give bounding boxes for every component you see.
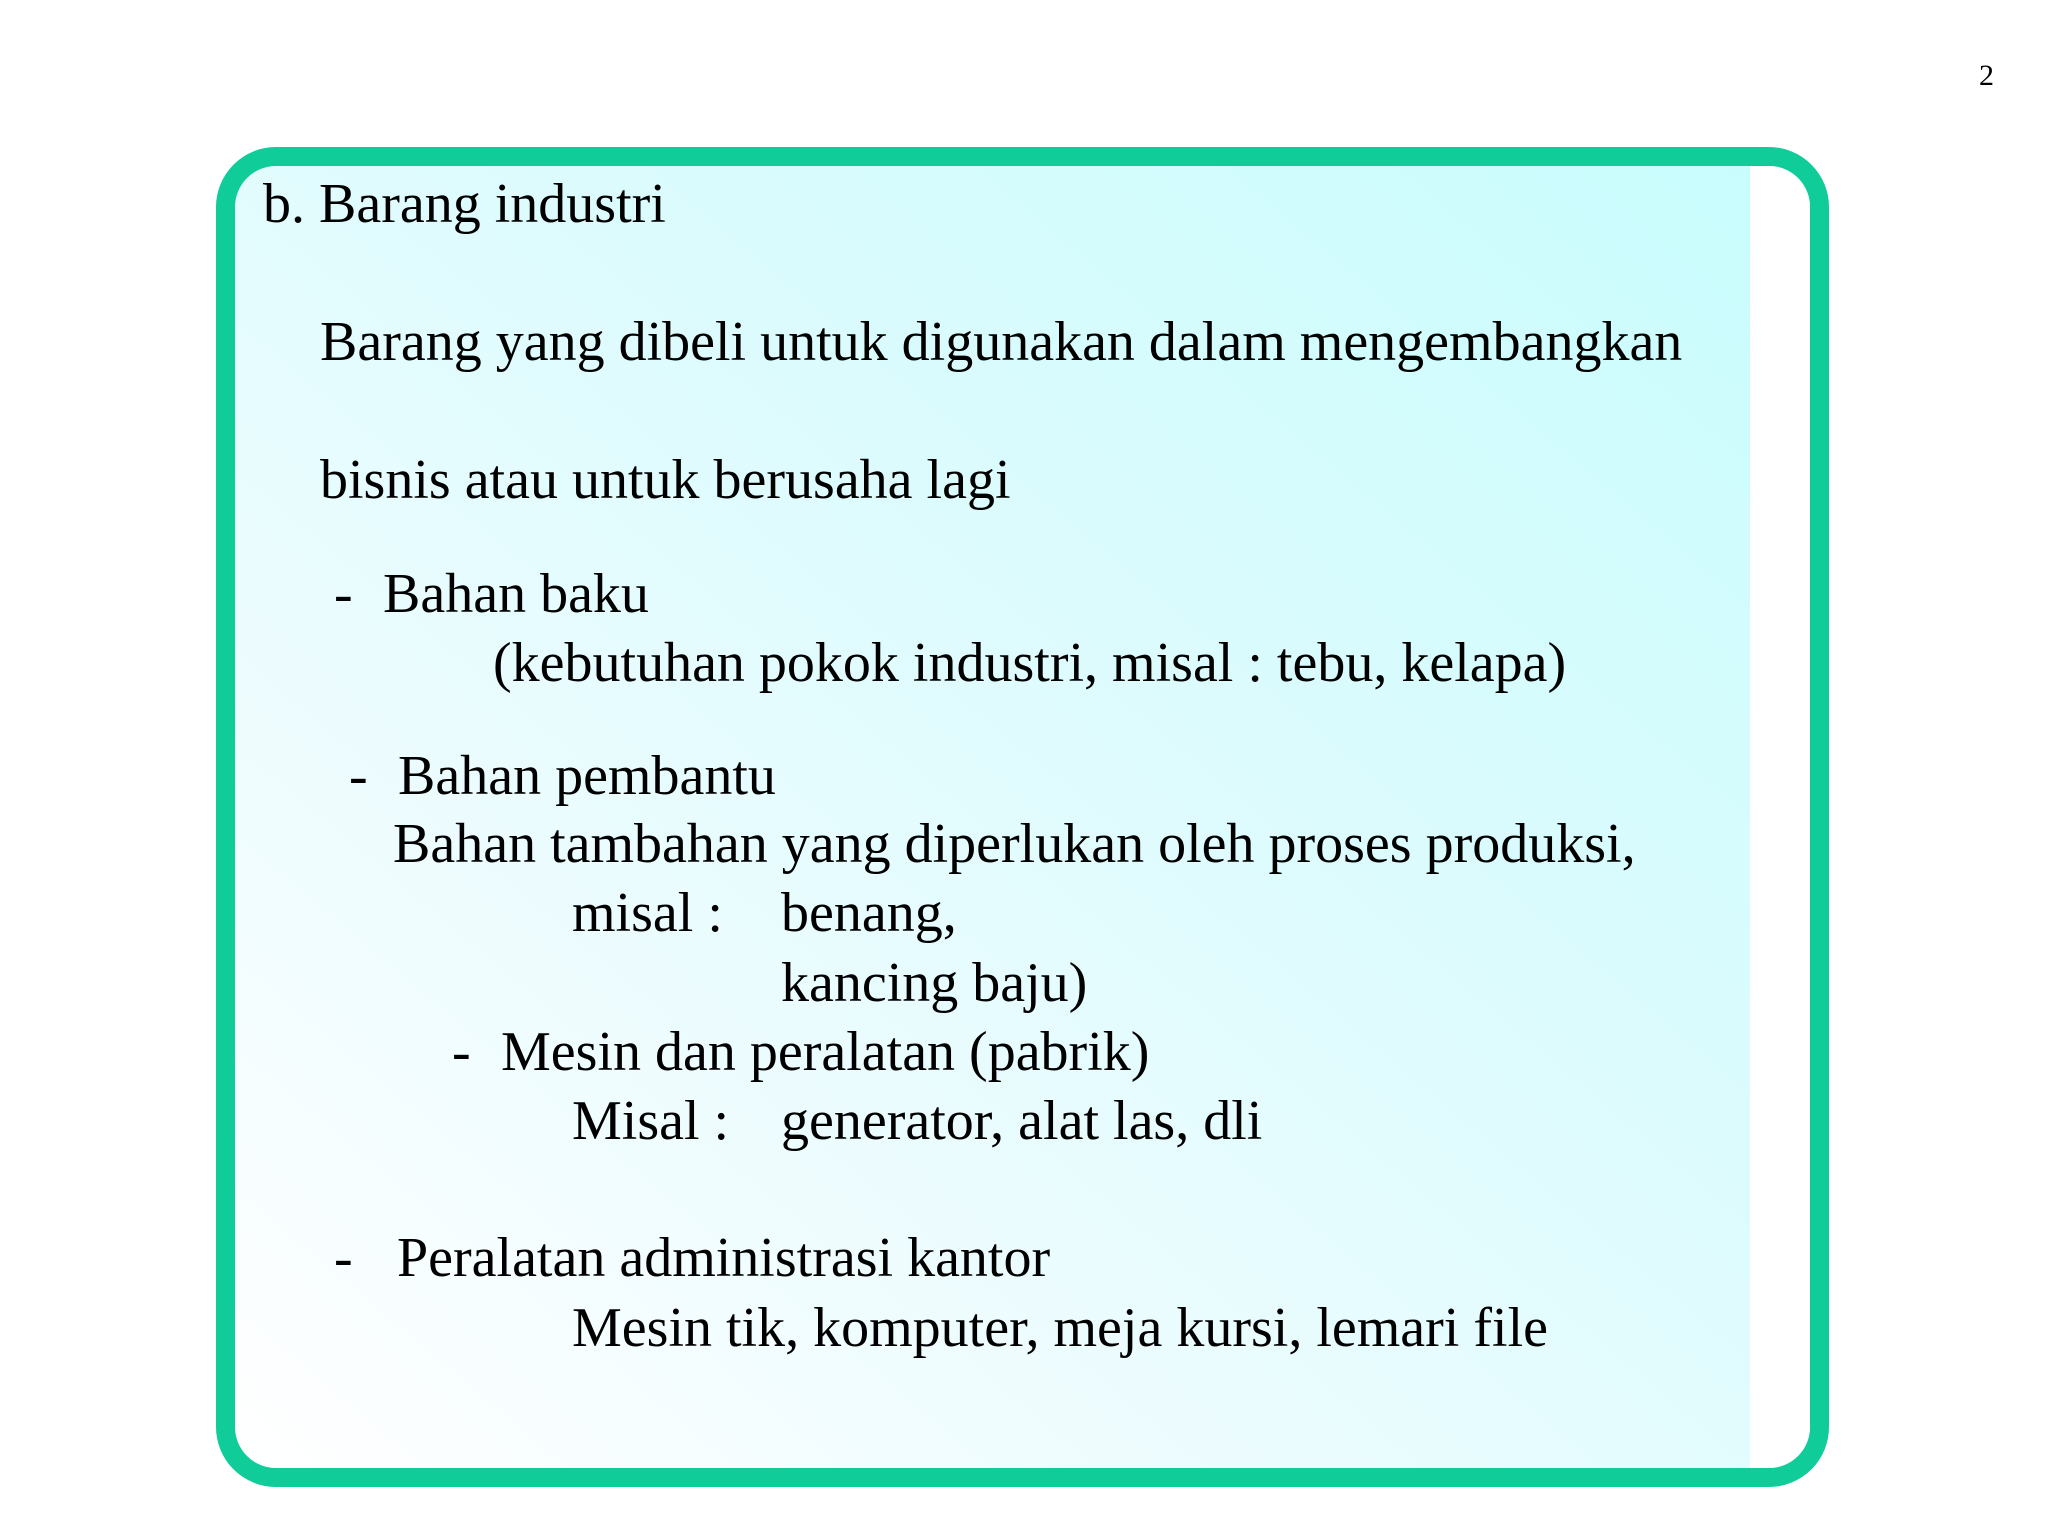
panel-right-strip (1750, 166, 1810, 1468)
item-detail-bahan-pembantu: Bahan tambahan yang diperlukan oleh proses produksi, (393, 813, 1636, 875)
definition-line-1: Barang yang dibeli untuk digunakan dalam mengembangkan (320, 311, 1683, 373)
item-detail-peralatan-kantor: Mesin tik, komputer, meja kursi, lemari file (572, 1297, 1548, 1359)
section-heading: b. Barang industri (263, 173, 666, 235)
item-example-label-mesin: Misal : (572, 1090, 730, 1152)
item-example-line1-mesin: generator, alat las, dli (781, 1090, 1263, 1152)
item-example-label-bahan-pembantu: misal : (572, 882, 723, 944)
item-title-bahan-baku: Bahan baku (383, 563, 649, 625)
definition-line-2: bisnis atau untuk berusaha lagi (320, 449, 1011, 511)
item-dash-peralatan-kantor: - (334, 1227, 353, 1289)
item-detail-bahan-baku: (kebutuhan pokok industri, misal : tebu, kelapa) (493, 632, 1567, 694)
item-title-mesin: Mesin dan peralatan (pabrik) (501, 1021, 1150, 1083)
item-dash-mesin: - (452, 1021, 471, 1083)
page-number: 2 (1979, 59, 1994, 92)
item-dash-bahan-pembantu: - (349, 745, 368, 807)
item-example-line2-bahan-pembantu: kancing baju) (781, 952, 1088, 1014)
item-title-bahan-pembantu: Bahan pembantu (398, 745, 776, 807)
item-dash-bahan-baku: - (334, 563, 353, 625)
item-example-line1-bahan-pembantu: benang, (781, 882, 957, 944)
item-title-peralatan-kantor: Peralatan administrasi kantor (397, 1227, 1051, 1289)
